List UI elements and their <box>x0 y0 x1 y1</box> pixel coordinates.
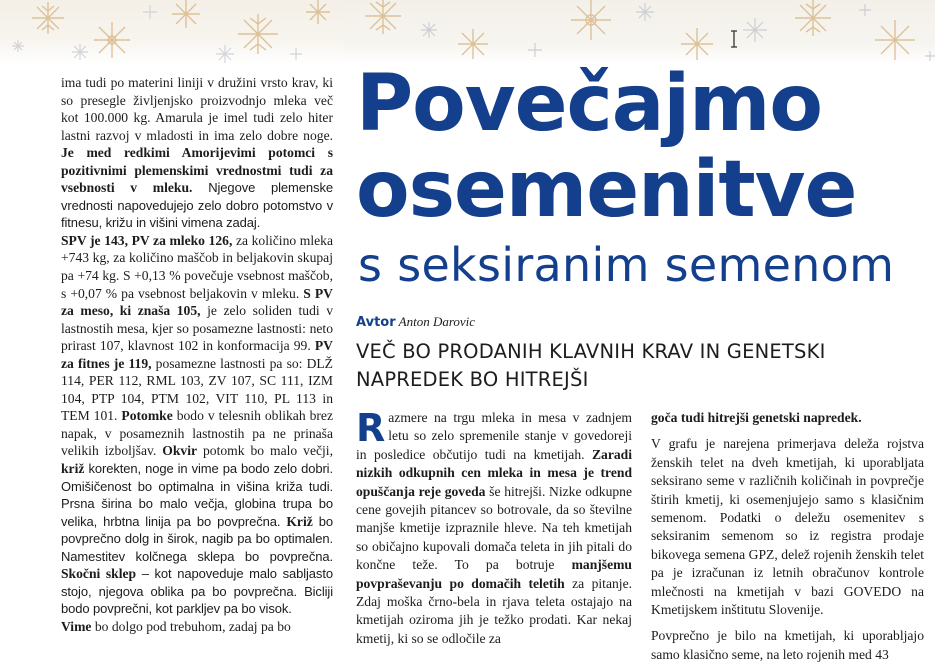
text-run: Povprečno je bilo na kmetijah, ki uporabljajo samo klasično seme, na leto rojenih med 43 <box>651 628 924 662</box>
bold-text-run: Križ <box>286 513 313 529</box>
text-run: korekten, noge in vime pa bodo zelo dobri. Omišičenost bo optimalna in višina križa tudi. Prsna širina bo malo večja, globina trupa bo velika, hrbtna linija pa bo povprečna. <box>61 461 333 529</box>
byline-label: Avtor <box>356 315 396 330</box>
bold-text-run: goča tudi hitrejši genetski napredek. <box>651 410 862 425</box>
article-headline <box>356 59 931 235</box>
text-run: bo povprečno dolg in širok, nagib pa bo optimalen. Namestitev kolčnega sklepa bo povprečna. <box>61 513 333 564</box>
bold-text-run: Potomke <box>121 408 173 424</box>
headline-line-1: Povečajmo <box>356 59 822 149</box>
text-run: V grafu je narejena primerjava deleža rojstva ženskih telet na dveh kmetijah, ki uporabljata seksirano seme v različnih količinah in povprečje štirih kmetij, ki osemenjujejo samo s klasičnim semenom. Podatki o deležu osemenitev s seksiranim semenom so iz registra prodaje bikovega semena GPZ, delež rojenih ženskih telet pa je izračunan iz letnih obračunov kontrole mlečnosti na kmetijah v bazi GOVEDO na Kmetijskem inštitutu Slovenije. <box>651 436 924 618</box>
article-subheadline: s seksiranim semenom <box>358 238 895 292</box>
text-run: Njegove plemenske vrednosti napovedujejo zelo dobro potomstvo v fitnesu, križu in višini vimena zadaj. <box>61 180 333 231</box>
article-column-2 <box>651 409 924 664</box>
bold-text-run: PV za fitnes je 119, <box>61 338 333 371</box>
text-run: – kot napoveduje malo sabljasto stojo, njegova oblika pa bo povprečna. Bicliji bodo povprečni, kot parkljev pa bo visok. <box>61 566 333 617</box>
bold-text-run: križ <box>61 461 85 477</box>
article-paragraph <box>651 409 924 427</box>
headline-line-2: osemenitve <box>356 145 857 235</box>
bold-text-run: Okvir <box>162 443 198 459</box>
text-run: je zelo soliden tudi v lastnostih mesa, kjer so posamezne lastnosti: neto prirast 107, klavnost 102 in konformacija 99. <box>61 303 334 354</box>
text-run: potomk bo malo večji, <box>197 443 333 459</box>
bold-text-run: Skočni sklep <box>61 566 137 582</box>
snowflake-pattern-icon <box>345 0 935 64</box>
left-paragraph <box>61 232 333 618</box>
text-run: bo dolgo pod trebuhom, zadaj pa bo <box>91 618 291 634</box>
text-run: posamezne lastnosti pa so: DLŽ 114, PER 112, RML 103, ZV 107, SC 111, IZM 104, PTP 104, PTM 102, VIT 110, PL 113 in TEM 101. <box>61 355 333 424</box>
bold-text-run: Vime <box>61 618 92 634</box>
left-paragraph <box>61 618 333 636</box>
text-run: za količino mleka +743 kg, za količino maščob in beljakovin skupaj pa +74 kg. S +0,13 % povečuje vsebnost maščob, s +0,07 % pa vsebnost beljakovin v mleku. <box>61 232 333 301</box>
snowflake-pattern-icon <box>0 0 345 64</box>
snowflake-header-right <box>345 0 935 64</box>
byline <box>356 314 475 330</box>
article-paragraph <box>651 435 924 619</box>
bold-text-run: S PV za meso, ki znaša 105, <box>61 285 333 319</box>
left-column-text <box>61 74 333 636</box>
text-cursor-icon <box>729 30 739 48</box>
text-run: bodo v telesnih oblikah brez napak, v posameznih lastnostih pa ne prinaša velikih izboljšav. <box>61 408 333 459</box>
text-run: še hitrejši. Nizke odkupne cene govejih pitancev so botrovale, da so številne manjše kmetije izpraznile hleve. Na teh kmetijah so običajno kupovali domača teleta in jih pitali do končne teže. To pa botruje <box>356 483 633 573</box>
bold-text-run: Zaradi nizkih odkupnih cen mleka in mesa je trend opuščanja reje goveda <box>356 446 632 499</box>
drop-cap: R <box>356 406 386 450</box>
bold-text-run: manjšemu povpraševanju po domačih teletih <box>356 557 632 591</box>
text-run: ima tudi po materini liniji v družini vrsto krav, ki so presegle življenjsko proizvodnjo mleka več kot 100.000 kg. Amarula je imel tudi zelo hiter lastni razvoj v mladosti in ima zelo dobre noge. <box>61 75 333 143</box>
article-paragraph <box>651 627 924 664</box>
article-dek: VEČ BO PRODANIH KLAVNIH KRAV IN GENETSKI NAPREDEK BO HITREJŠI <box>356 340 826 391</box>
text-run: za pitanje. Zdaj moška črno-bela in rjava teleta ostajajo na kmetijah oziroma jih je težko prodati. Kar nekaj kmetij, ki so se odločile za <box>356 575 632 646</box>
snowflake-header-left <box>0 0 345 64</box>
article-paragraph <box>356 406 633 648</box>
column-divider <box>345 64 346 654</box>
byline-author-name: Anton Darovic <box>398 314 476 329</box>
article-column-1 <box>356 406 633 648</box>
bold-text-run: Je med redkimi Amorijevimi potomci s pozitivnimi plemenskimi vrednostmi tudi za vsebnosti v mleku. <box>61 145 333 196</box>
left-paragraph <box>61 74 333 232</box>
bold-text-run: SPV je 143, PV za mleko 126, <box>61 232 233 248</box>
text-run: azmere na trgu mleka in mesa v zadnjem letu so zelo spremenile stanje v govedoreji in posledice občutijo tudi na kmetijah. <box>356 410 632 462</box>
